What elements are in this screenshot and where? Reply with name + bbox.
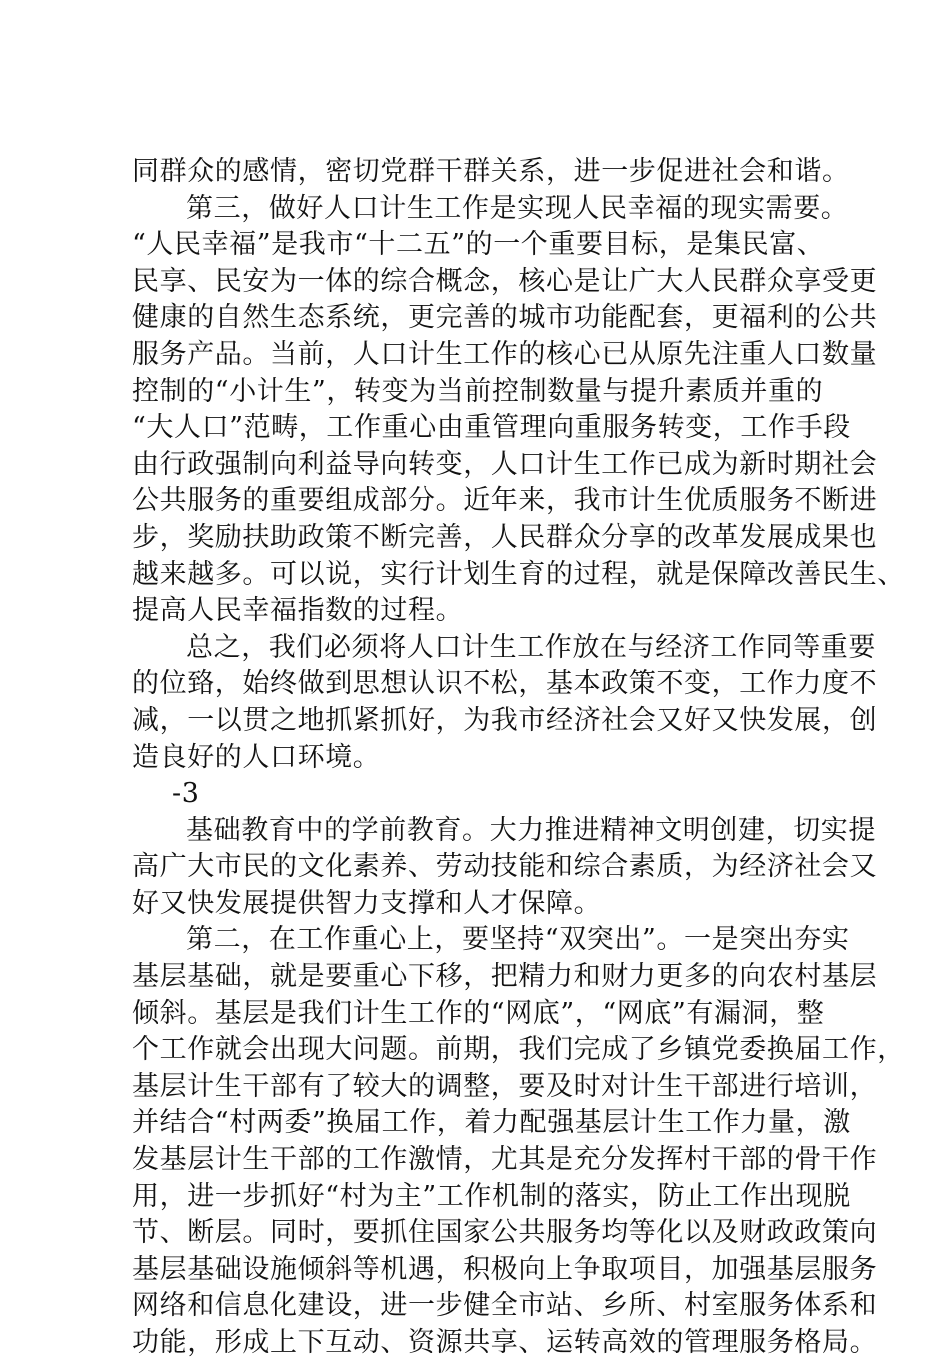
- paragraph-line: 造良好的人口环境。: [132, 741, 381, 773]
- paragraph-line: 功能，形成上下互动、资源共享、运转高效的管理服务格局。: [132, 1327, 878, 1358]
- paragraph-line: 民享、民安为一体的综合概念，核心是让广大人民群众享受更: [132, 265, 878, 297]
- paragraph-line: “大人口”范畴，工作重心由重管理向重服务转变，工作手段: [132, 412, 851, 444]
- paragraph-line: 第三，做好人口计生工作是实现人民幸福的现实需要。: [186, 192, 849, 224]
- paragraph-line: 网络和信息化建设，进一步健全市站、乡所、村室服务体系和: [132, 1290, 878, 1322]
- paragraph-line: 节、断层。同时，要抓住国家公共服务均等化以及财政政策向: [132, 1217, 878, 1249]
- paragraph-line: 基础教育中的学前教育。大力推进精神文明创建，切实提: [186, 814, 876, 846]
- paragraph-line: 总之，我们必须将人口计生工作放在与经济工作同等重要: [186, 631, 876, 663]
- paragraph-line: 基层计生干部有了较大的调整，要及时对计生干部进行培训，: [132, 1070, 878, 1102]
- paragraph-line: 控制的“小计生”，转变为当前控制数量与提升素质并重的: [132, 375, 824, 407]
- paragraph-line: 越来越多。可以说，实行计划生育的过程，就是保障改善民生、: [132, 558, 905, 590]
- paragraph-line: 减，一以贯之地抓紧抓好，为我市经济社会又好又快发展，创: [132, 704, 878, 736]
- paragraph-line: 由行政强制向利益导向转变，人口计生工作已成为新时期社会: [132, 448, 878, 480]
- paragraph-line: 健康的自然生态系统，更完善的城市功能配套，更福利的公共: [132, 302, 878, 334]
- paragraph-line: 倾斜。基层是我们计生工作的“网底”，“网底”有漏洞，整: [132, 997, 825, 1029]
- paragraph-line: 用，进一步抓好“村为主”工作机制的落实，防止工作出现脱: [132, 1180, 851, 1212]
- paragraph-line: “人民幸福”是我市“十二五”的一个重要目标，是集民富、: [132, 229, 825, 261]
- paragraph-line: 步，奖励扶助政策不断完善，人民群众分享的改革发展成果也: [132, 521, 878, 553]
- paragraph-line: 提高人民幸福指数的过程。: [132, 595, 464, 627]
- paragraph-line: 发基层计生干部的工作激情，尤其是充分发挥村干部的骨干作: [132, 1144, 878, 1176]
- page-number: -3: [172, 778, 200, 810]
- paragraph-line: 同群众的感情，密切党群干群关系，进一步促进社会和谐。: [132, 156, 850, 187]
- paragraph-line: 的位臵，始终做到思想认识不松，基本政策不变，工作力度不: [132, 668, 878, 700]
- paragraph-line: 第二，在工作重心上，要坚持“双突出”。一是突出夯实: [186, 924, 850, 956]
- paragraph-line: 好又快发展提供智力支撑和人才保障。: [132, 887, 602, 919]
- paragraph-line: 高广大市民的文化素养、劳动技能和综合素质，为经济社会又: [132, 851, 878, 883]
- paragraph-line: 个工作就会出现大问题。前期，我们完成了乡镇党委换届工作，: [132, 1034, 905, 1066]
- paragraph-line: 并结合“村两委”换届工作，着力配强基层计生工作力量，激: [132, 1107, 851, 1139]
- paragraph-line: 基层基础设施倾斜等机遇，积极向上争取项目，加强基层服务: [132, 1253, 878, 1285]
- document-body: [132, 154, 905, 1362]
- paragraph-line: 服务产品。当前，人口计生工作的核心已从原先注重人口数量: [132, 338, 878, 370]
- paragraph-line: 基层基础，就是要重心下移，把精力和财力更多的向农村基层: [132, 961, 878, 993]
- paragraph-line: 公共服务的重要组成部分。近年来，我市计生优质服务不断进: [132, 485, 878, 517]
